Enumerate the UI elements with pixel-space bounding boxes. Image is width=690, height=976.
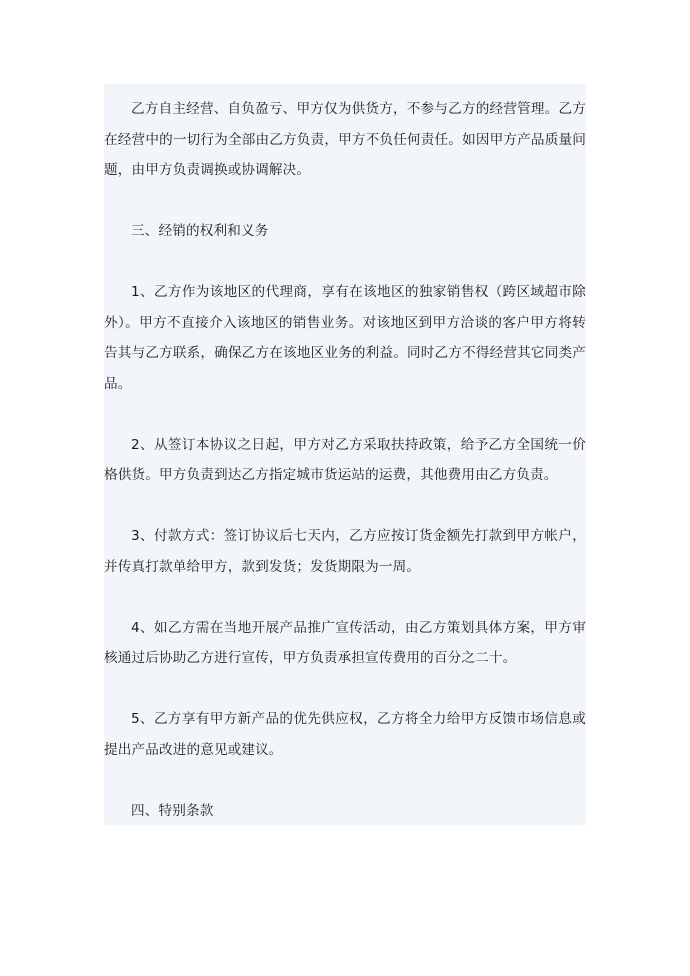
- contract-text-block: [104, 84, 586, 825]
- paragraph-clause-4: 4、如乙方需在当地开展产品推广宣传活动，由乙方策划具体方案，甲方审核通过后协助乙方进行宣传，甲方负责承担宣传费用的百分之二十。: [104, 619, 586, 666]
- paragraph-operation-responsibility: 乙方自主经营、自负盈亏、甲方仅为供货方，不参与乙方的经营管理。乙方在经营中的一切行为全部由乙方负责，甲方不负任何责任。如因甲方产品质量问题，由甲方负责调换或协调解决。: [104, 101, 586, 178]
- paragraph-clause-5: 5、乙方享有甲方新产品的优先供应权，乙方将全力给甲方反馈市场信息或提出产品改进的意见或建议。: [104, 711, 586, 758]
- paragraph-clause-3: 3、付款方式：签订协议后七天内，乙方应按订货金额先打款到甲方帐户，并传真打款单给甲方，款到发货；发货期限为一周。: [104, 528, 586, 575]
- section-heading-rights-obligations: 三、经销的权利和义务: [131, 223, 269, 239]
- section-heading-special-terms: 四、特别条款: [131, 802, 214, 819]
- paragraph-clause-2: 2、从签订本协议之日起，甲方对乙方采取扶持政策，给予乙方全国统一价格供货。甲方负责到达乙方指定城市货运站的运费，其他费用由乙方负责。: [104, 436, 586, 483]
- paragraph-clause-1: 1、乙方作为该地区的代理商，享有在该地区的独家销售权（跨区域超市除外）。甲方不直接介入该地区的销售业务。对该地区到甲方洽谈的客户甲方将转告其与乙方联系，确保乙方在该地区业务的利益。同时乙方不得经营其它同类产品。: [104, 284, 586, 392]
